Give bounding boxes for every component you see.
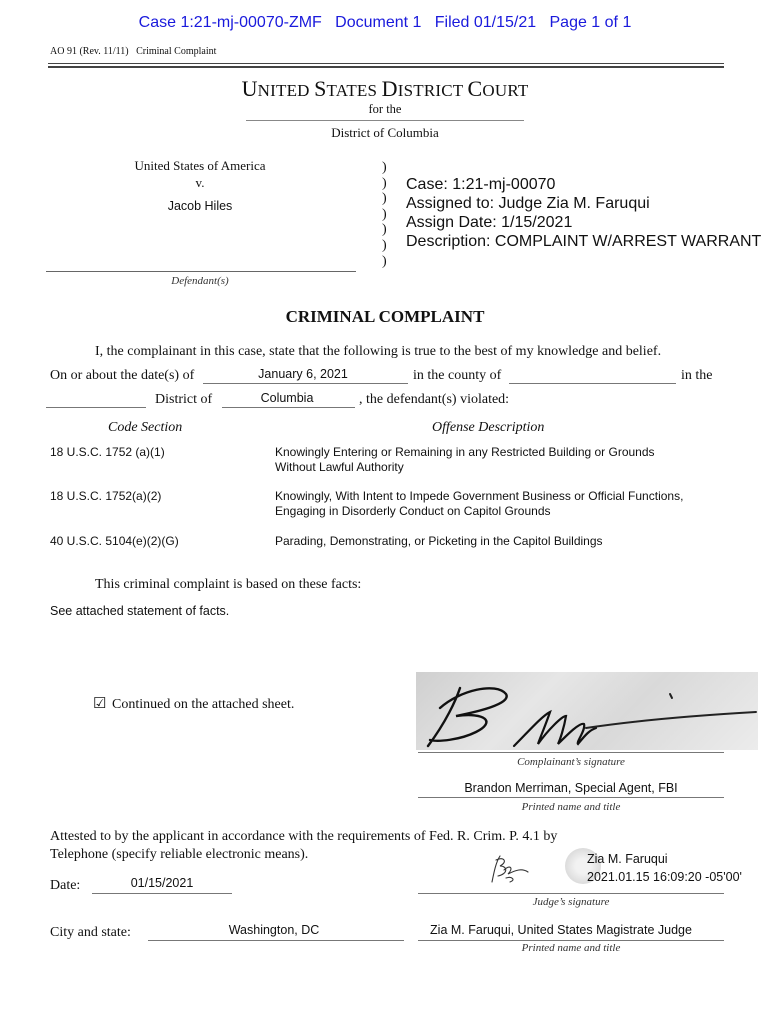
offense-description-line: Parading, Demonstrating, or Picketing in the Capitol Buildings (275, 534, 603, 548)
paren: ) (382, 222, 387, 238)
digital-signature-timestamp: 2021.01.15 16:09:20 -05'00' (587, 870, 742, 884)
offense-description (275, 489, 683, 519)
paren: ) (382, 237, 387, 253)
paren: ) (382, 253, 387, 269)
defendant-rule (46, 271, 356, 272)
case-header-stamp: Case 1:21-mj-00070-ZMF Document 1 Filed 01/15/21 Page 1 of 1 (138, 14, 632, 31)
offense-date: January 6, 2021 (258, 367, 348, 381)
judge-name-rule (418, 940, 724, 941)
caption-parentheses (382, 160, 387, 269)
judge-printed-name: Zia M. Faruqui, United States Magistrate Judge (430, 923, 692, 937)
judge-handwritten-signature (486, 852, 530, 891)
in-the-label: in the (681, 368, 713, 383)
district-value: Columbia (260, 391, 314, 405)
city-state-value: Washington, DC (228, 923, 320, 937)
date-label: Date: (50, 878, 81, 893)
versus-label: v. (195, 175, 205, 190)
offense-description-line: Knowingly Entering or Remaining in any Restricted Building or Grounds (275, 445, 655, 459)
case-description: Description: COMPLAINT W/ARREST WARRANT (406, 233, 762, 250)
court-title: UNITED STATES DISTRICT COURT (241, 76, 529, 101)
offense-description-line: Knowingly, With Intent to Impede Government Business or Official Functions, (275, 489, 684, 503)
paren: ) (382, 160, 387, 175)
attestation-line-1: Attested to by the applicant in accordance with the requirements of Fed. R. Crim. P. 4.1 by (50, 829, 558, 844)
date-rule (203, 383, 408, 384)
assign-date: Assign Date: 1/15/2021 (406, 214, 573, 231)
violated-label: , the defendant(s) violated: (359, 392, 510, 407)
judge-printed-label: Printed name and title (521, 942, 621, 954)
district-name: District of Columbia (331, 125, 439, 140)
code-section-header: Code Section (108, 420, 183, 435)
complainant-printed-name: Brandon Merriman, Special Agent, FBI (464, 781, 678, 795)
complainant-name-rule (418, 797, 724, 798)
complaint-intro: I, the complainant in this case, state that the following is true to the best of my knowledge and belief. (95, 344, 662, 359)
digital-signature-block (587, 850, 742, 886)
complainant-signature-label: Complainant’s signature (517, 756, 625, 768)
offense-code: 40 U.S.C. 5104(e)(2)(G) (50, 534, 179, 548)
complainant-printed-label: Printed name and title (521, 801, 621, 813)
offense-description-line: Without Lawful Authority (275, 460, 404, 474)
offense-description (275, 445, 655, 475)
for-the-label: for the (368, 102, 402, 116)
city-state-label: City and state: (50, 925, 131, 940)
date-signed: 01/15/2021 (130, 876, 194, 890)
offense-description-header: Offense Description (432, 420, 545, 435)
assigned-judge: Assigned to: Judge Zia M. Faruqui (406, 195, 650, 212)
paren: ) (382, 191, 387, 207)
offense-description (275, 534, 603, 549)
district-rule (222, 407, 355, 408)
complainant-signature-image (416, 672, 758, 750)
facts-text: See attached statement of facts. (50, 604, 230, 618)
based-on-label: This criminal complaint is based on these facts: (95, 577, 362, 592)
complaint-title: CRIMINAL COMPLAINT (285, 307, 485, 326)
paren: ) (382, 175, 387, 191)
on-or-about-label: On or about the date(s) of (50, 368, 195, 383)
offense-description-line: Engaging in Disorderly Conduct on Capitol Grounds (275, 504, 551, 518)
plaintiff-name: United States of America (134, 158, 266, 173)
judge-signature-rule (418, 893, 724, 894)
district-of-label: District of (155, 392, 213, 407)
attestation-line-2: Telephone (specify reliable electronic means). (50, 847, 309, 862)
for-the-rule (246, 120, 524, 121)
top-rule (48, 63, 724, 64)
continued-label: Continued on the attached sheet. (112, 697, 295, 712)
district-prefix-rule (46, 407, 146, 408)
form-identifier: AO 91 (Rev. 11/11) Criminal Complaint (50, 46, 217, 57)
judge-signature-scribble (486, 852, 530, 886)
date-signed-rule (92, 893, 232, 894)
county-label: in the county of (413, 368, 502, 383)
continued-checkbox[interactable]: ☑ (93, 696, 107, 712)
judge-signature-label: Judge’s signature (532, 896, 610, 908)
offense-code: 18 U.S.C. 1752(a)(2) (50, 489, 162, 503)
county-rule (509, 383, 676, 384)
digital-signer-name: Zia M. Faruqui (587, 852, 668, 866)
complainant-signature-rule (418, 752, 724, 753)
top-rule-thick (48, 66, 724, 68)
defendants-label: Defendant(s) (171, 275, 229, 287)
city-state-rule (148, 940, 404, 941)
case-number: Case: 1:21-mj-00070 (406, 176, 556, 193)
case-info-block (406, 175, 761, 251)
offense-code: 18 U.S.C. 1752 (a)(1) (50, 445, 165, 459)
signature-scribble (416, 672, 758, 750)
paren: ) (382, 206, 387, 222)
defendant-name: Jacob Hiles (167, 199, 233, 213)
